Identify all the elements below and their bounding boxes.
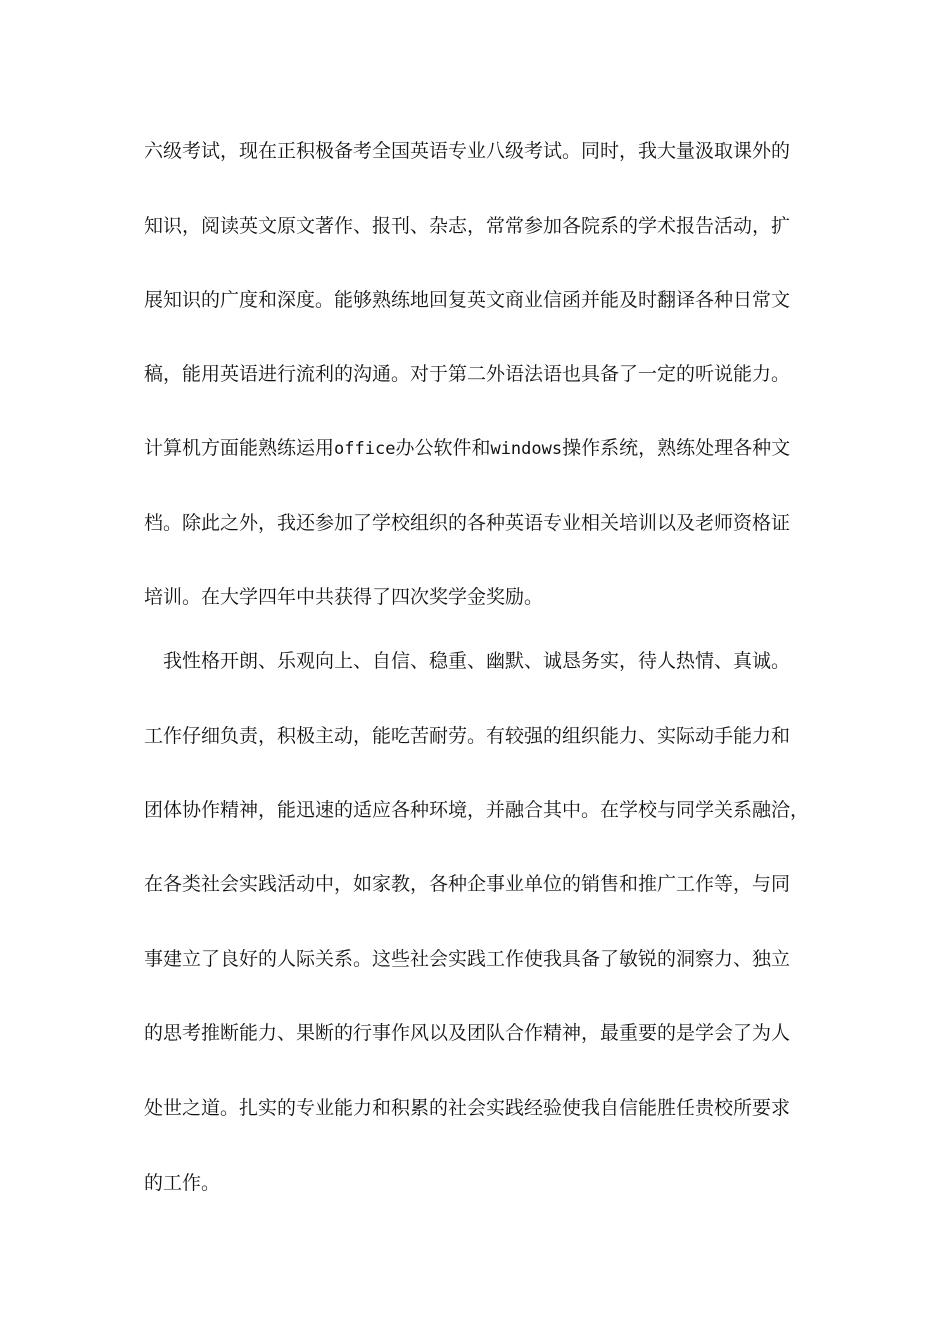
paragraph-2-line-1: 我性格开朗、乐观向上、自信、稳重、幽默、诚恳务实，待人热情、真诚。 [163,650,791,672]
paragraph-2-line-2: 工作仔细负责，积极主动，能吃苦耐劳。有较强的组织能力、实际动手能力和 [144,725,791,747]
paragraph-1-line-5 [144,433,790,463]
paragraph-2-line-8: 的工作。 [144,1172,221,1194]
paragraph-2-line-5: 事建立了良好的人际关系。这些社会实践工作使我具备了敏锐的洞察力、独立 [144,948,791,970]
paragraph-2-line-6: 的思考推断能力、果断的行事作风以及团队合作精神，最重要的是学会了为人 [144,1022,791,1044]
paragraph-1-line-1: 六级考试，现在正积极备考全国英语专业八级考试。同时，我大量汲取课外的 [144,140,791,162]
paragraph-1-line-5-part-2: 办公软件和 [395,437,491,459]
paragraph-1-line-7: 培训。在大学四年中共获得了四次奖学金奖励。 [144,586,544,608]
paragraph-1-line-2: 知识，阅读英文原文著作、报刊、杂志，常常参加各院系的学术报告活动，扩 [144,215,791,237]
paragraph-1-line-4: 稿，能用英语进行流利的沟通。对于第二外语法语也具备了一定的听说能力。 [144,363,791,385]
paragraph-1-line-3: 展知识的广度和深度。能够熟练地回复英文商业信函并能及时翻译各种日常文 [144,289,791,311]
paragraph-2-line-7: 处世之道。扎实的专业能力和积累的社会实践经验使我自信能胜任贵校所要求 [144,1097,791,1119]
paragraph-2-line-4: 在各类社会实践活动中，如家教，各种企事业单位的销售和推广工作等，与同 [144,873,791,895]
paragraph-1-line-6: 档。除此之外，我还参加了学校组织的各种英语专业相关培训以及老师资格证 [144,512,791,534]
windows-term: windows [490,439,563,459]
office-term: office [334,439,396,459]
paragraph-2-line-3: 团体协作精神，能迅速的适应各种环境，并融合其中。在学校与同学关系融洽， [144,799,810,821]
paragraph-1-line-5-part-1: 计算机方面能熟练运用 [144,437,335,459]
paragraph-1-line-5-part-3: 操作系统，熟练处理各种文 [562,437,791,459]
